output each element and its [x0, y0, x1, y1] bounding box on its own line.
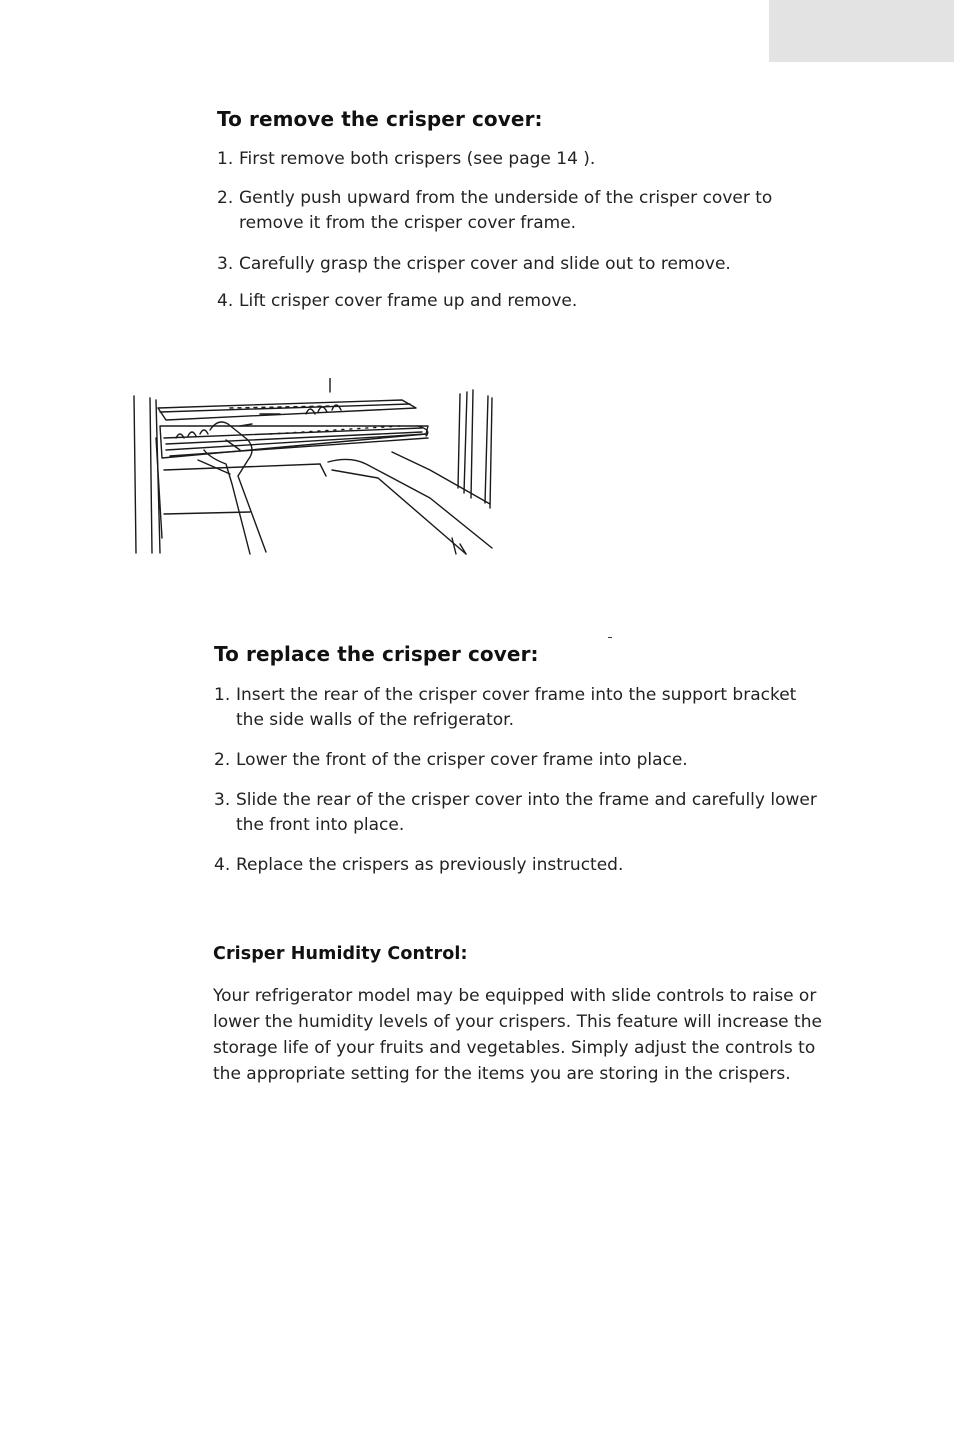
- humidity-heading: Crisper Humidity Control:: [213, 944, 468, 964]
- step-number: 3.: [214, 790, 231, 810]
- humidity-paragraph: Your refrigerator model may be equipped with slide controls to raise or lower the humidity levels of your crispers. This feature will increase the storage life of your fruits and vegetables. Simply adjust the controls to the appropriate setting for the items you are storing in the crispers.: [213, 986, 822, 1084]
- stray-mark: [608, 637, 612, 638]
- step-number: 4.: [214, 855, 231, 875]
- remove-step-2: [217, 186, 797, 236]
- step-text: Gently push upward from the underside of the crisper cover to remove it from the crisper cover frame.: [239, 188, 773, 233]
- step-text: Lift crisper cover frame up and remove.: [239, 291, 578, 311]
- replace-step-1: [214, 683, 814, 733]
- replace-heading: To replace the crisper cover:: [214, 642, 539, 666]
- step-number: 2.: [214, 750, 231, 770]
- step-number: 2.: [217, 188, 234, 208]
- page-tab-marker: [769, 0, 954, 62]
- remove-heading: To remove the crisper cover:: [217, 107, 543, 131]
- step-number: 3.: [217, 254, 234, 274]
- step-number: 4.: [217, 291, 234, 311]
- step-text: Replace the crispers as previously instructed.: [236, 855, 624, 875]
- replace-step-3: [214, 788, 844, 838]
- step-text: Insert the rear of the crisper cover frame into the support bracket the side walls of the refrigerator.: [236, 685, 797, 730]
- remove-step-3: [217, 252, 857, 277]
- step-text: Lower the front of the crisper cover frame into place.: [236, 750, 688, 770]
- replace-step-4: [214, 853, 854, 878]
- hands-removing-crisper-cover-illustration: [130, 378, 500, 558]
- step-number: 1.: [214, 685, 231, 705]
- step-number: 1.: [217, 149, 234, 169]
- step-text: Carefully grasp the crisper cover and slide out to remove.: [239, 254, 731, 274]
- remove-step-1: [217, 147, 857, 172]
- step-text: First remove both crispers (see page 14 ).: [239, 149, 596, 169]
- step-text: Slide the rear of the crisper cover into the frame and carefully lower the front into place.: [236, 790, 817, 835]
- replace-step-2: [214, 748, 854, 773]
- remove-step-4: [217, 289, 857, 314]
